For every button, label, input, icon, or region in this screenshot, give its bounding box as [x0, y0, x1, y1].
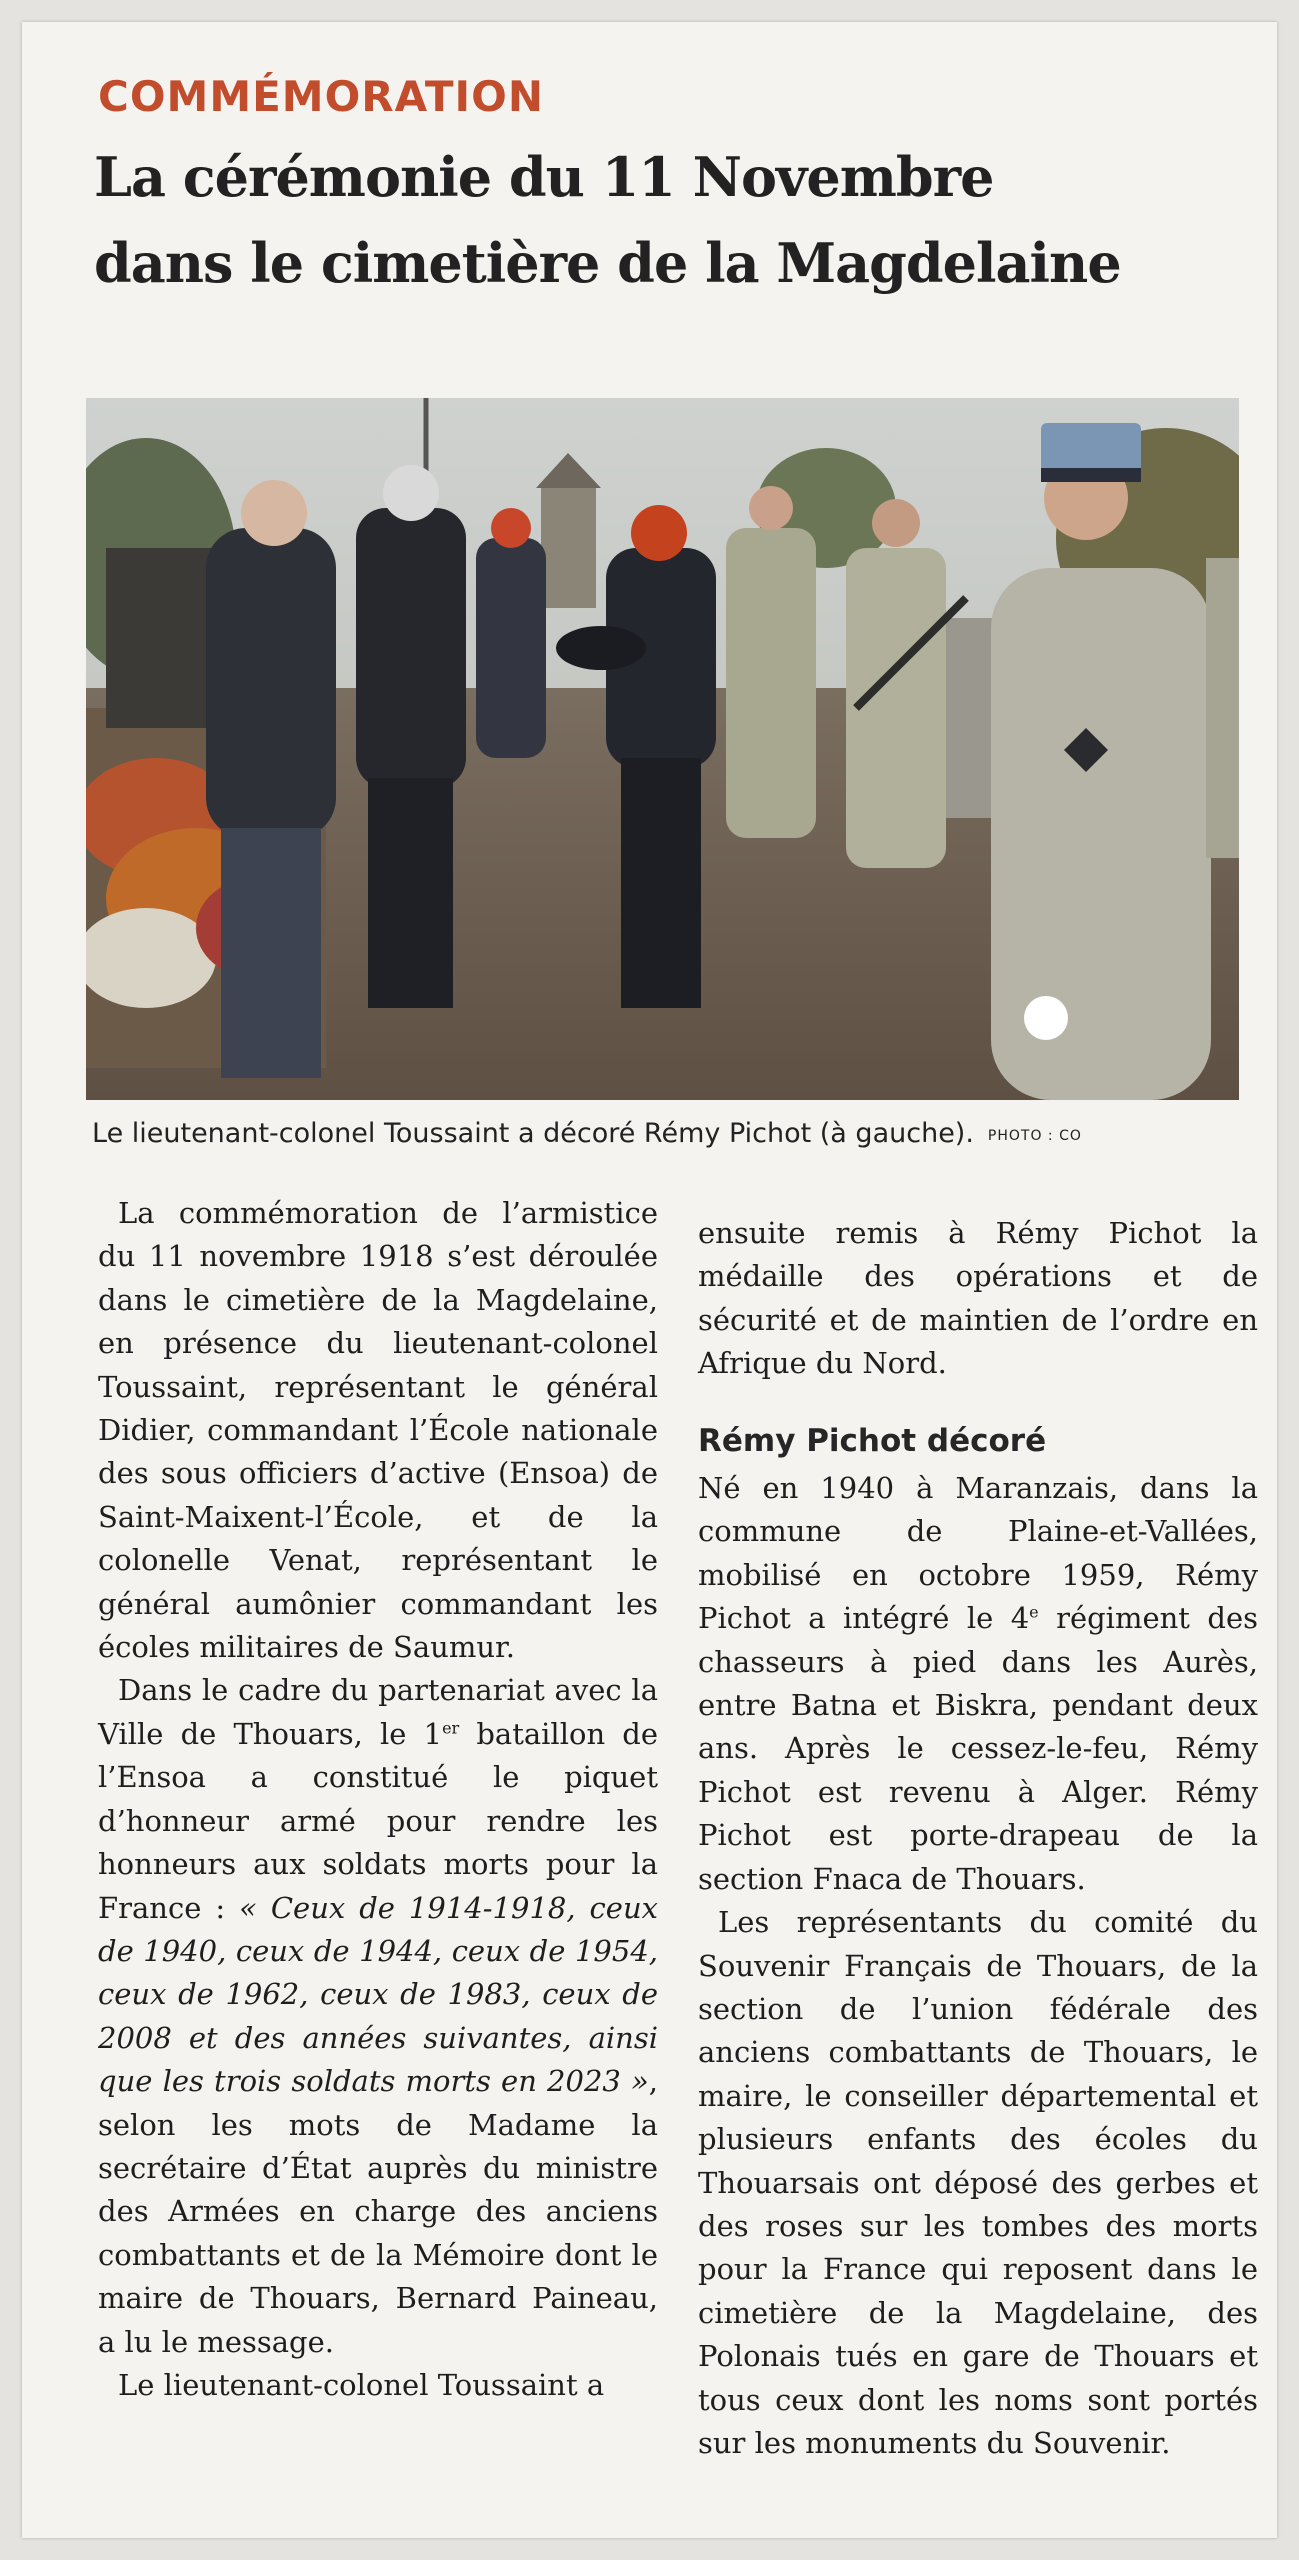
paragraph-2 [98, 1669, 658, 2364]
section-kicker: COMMÉMORATION [98, 72, 545, 121]
paragraph-3: Le lieutenant-colonel Toussaint a [118, 2367, 605, 2402]
ceremony-photo [86, 398, 1239, 1100]
article-column-1 [98, 1192, 658, 2407]
paragraph-2-quote: « Ceux de 1914-1918, ceux de 1940, ceux de 1944, ceux de 1954, ceux de 1962, ceux de 1983, ceux de 2008 et des années suivantes, ainsi que les trois soldats morts en 2023 » [98, 1890, 658, 2099]
paragraph-1: La commémoration de l’armistice du 11 novembre 1918 s’est déroulée dans le cimetière de la Magdelaine, en présence du lieutenant-colonel Toussaint, représentant le général Didier, commandant l’École nationale des sous officiers d’active (Ensoa) de Saint-Maixent-l’École, et de la colonelle Venat, représentant le général aumônier commandant les écoles militaires de Saumur. [98, 1196, 658, 1665]
paragraph-2-part-c: , selon les mots de Madame la secrétaire d’État auprès du ministre des Armées en charge des anciens combattants et de la Mémoire dont le maire de Thouars, Bernard Paineau, a lu le message. [98, 2064, 658, 2359]
photo-credit: PHOTO : CO [987, 1128, 1082, 1144]
paragraph-6: Les représentants du comité du Souvenir Français de Thouars, de la section de l’union fédérale des anciens combattants de Thouars, le maire, le conseiller départemental et plusieurs enfants des écoles du Thouarsais ont déposé des gerbes et des roses sur les tombes des morts pour la France qui reposent dans le cimetière de la Magdelaine, des Polonais tués en gare de Thouars et tous ceux dont les noms sont portés sur les monuments du Souvenir. [698, 1905, 1258, 2460]
caption-text: Le lieutenant-colonel Toussaint a décoré Rémy Pichot (à gauche). [92, 1118, 974, 1149]
article-headline [94, 134, 1194, 306]
article-column-2 [698, 1212, 1258, 2465]
headline-line-2: dans le cimetière de la Magdelaine [94, 231, 1121, 295]
paragraph-4: ensuite remis à Rémy Pichot la médaille des opérations et de sécurité et de maintien de l’ordre en Afrique du Nord. [698, 1216, 1258, 1381]
paragraph-5-part-a: Né en 1940 à Maranzais, dans la commune de Plaine-et-Vallées, mobilisé en octobre 1959, Rémy Pichot a intégré le 4 [698, 1471, 1258, 1636]
paragraph-5 [698, 1467, 1258, 1901]
newspaper-page [22, 22, 1277, 2538]
paragraph-2-part-a: Dans le cadre du partenariat avec la Ville de Thouars, le 1 [98, 1673, 658, 1751]
paragraph-2-superscript: er [442, 1718, 460, 1738]
paragraph-5-part-b: régiment des chasseurs à pied dans les Aurès, entre Batna et Biskra, pendant deux ans. Après le cessez-le-feu, Rémy Pichot est revenu à Alger. Rémy Pichot est porte-drapeau de la section Fnaca de Thouars. [698, 1601, 1258, 1896]
headline-line-1: La cérémonie du 11 Novembre [94, 145, 994, 209]
subheading: Rémy Pichot décoré [698, 1422, 1047, 1459]
paragraph-2-part-b: bataillon de l’Ensoa a constitué le piquet d’honneur armé pour rendre les honneurs aux soldats morts pour la France : [98, 1716, 658, 1925]
photo-caption [92, 1118, 1252, 1149]
paragraph-5-superscript: e [1029, 1602, 1039, 1622]
